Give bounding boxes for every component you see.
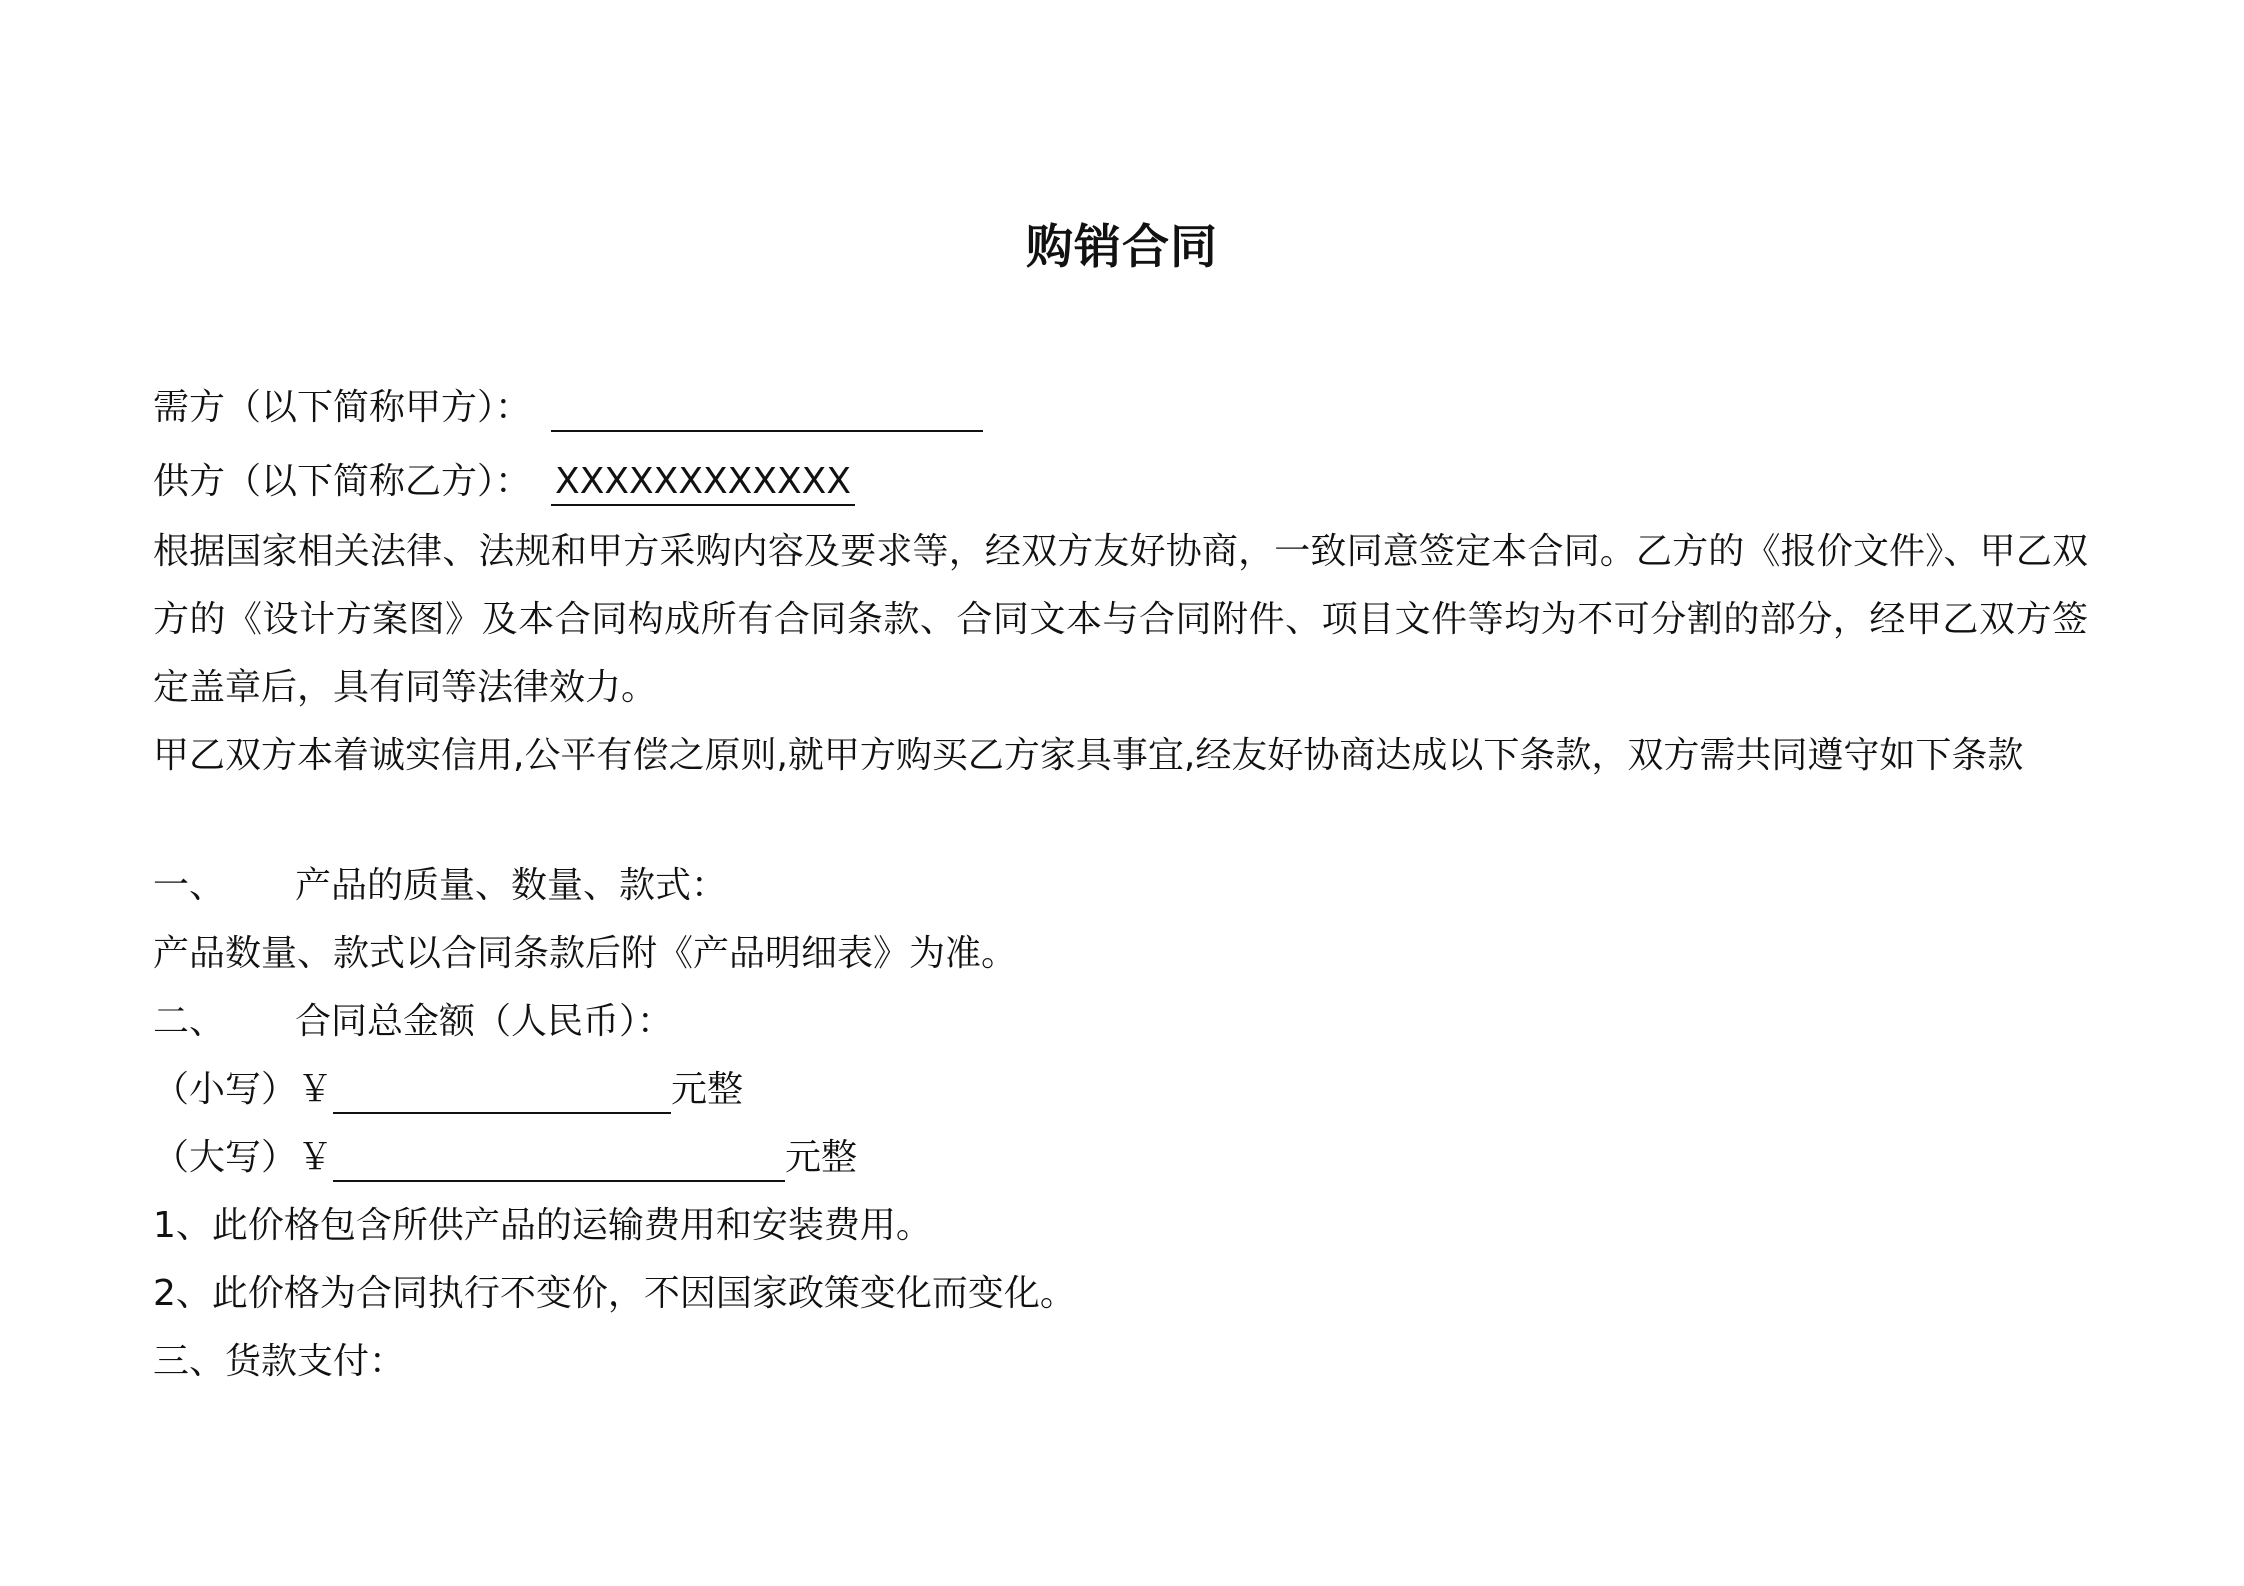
party-b-field[interactable]: XXXXXXXXXXXX (551, 458, 855, 506)
note-1: 1、此价格包含所供产品的运输费用和安装费用。 (153, 1205, 932, 1246)
party-b-label: 供方（以下简称乙方）： (153, 461, 532, 502)
party-a-row (153, 384, 983, 432)
section-3-heading: 三、货款支付： (153, 1341, 406, 1382)
section-2-heading (153, 998, 673, 1046)
amount-large-suffix: 元整 (785, 1137, 858, 1178)
principle-paragraph: 甲乙双方本着诚实信用,公平有偿之原则,就甲方购买乙方家具事宜,经友好协商达成以下条款，双方需共同遵守如下条款 (153, 735, 2024, 776)
amount-large-field[interactable] (333, 1134, 785, 1182)
party-a-field[interactable] (551, 384, 983, 432)
section-1-heading (153, 862, 727, 910)
amount-large-label: （大写）￥ (153, 1137, 334, 1178)
page-title: 购销合同 (1026, 220, 1218, 275)
section-1-title: 产品的质量、数量、款式： (295, 865, 728, 906)
intro-paragraph: 根据国家相关法律、法规和甲方采购内容及要求等，经双方友好协商，一致同意签定本合同。乙方的《报价文件》、甲乙双方的《设计方案图》及本合同构成所有合同条款、合同文本与合同附件、项目文件等均为不可分割的部分，经甲乙双方签定盖章后，具有同等法律效力。 (153, 531, 2088, 708)
amount-small-suffix: 元整 (671, 1069, 744, 1110)
party-a-label: 需方（以下简称甲方）： (153, 387, 532, 428)
note-2: 2、此价格为合同执行不变价，不因国家政策变化而变化。 (153, 1273, 1076, 1314)
section-1-text: 产品数量、款式以合同条款后附《产品明细表》为准。 (153, 933, 1018, 974)
section-2-title: 合同总金额（人民币）： (295, 1001, 674, 1042)
amount-small-field[interactable] (333, 1066, 671, 1114)
section-1-number: 一、 (153, 865, 226, 906)
party-b-row (153, 458, 855, 506)
amount-small-row (153, 1066, 743, 1114)
amount-small-label: （小写）￥ (153, 1069, 334, 1110)
section-2-number: 二、 (153, 1001, 226, 1042)
amount-large-row (153, 1134, 857, 1182)
